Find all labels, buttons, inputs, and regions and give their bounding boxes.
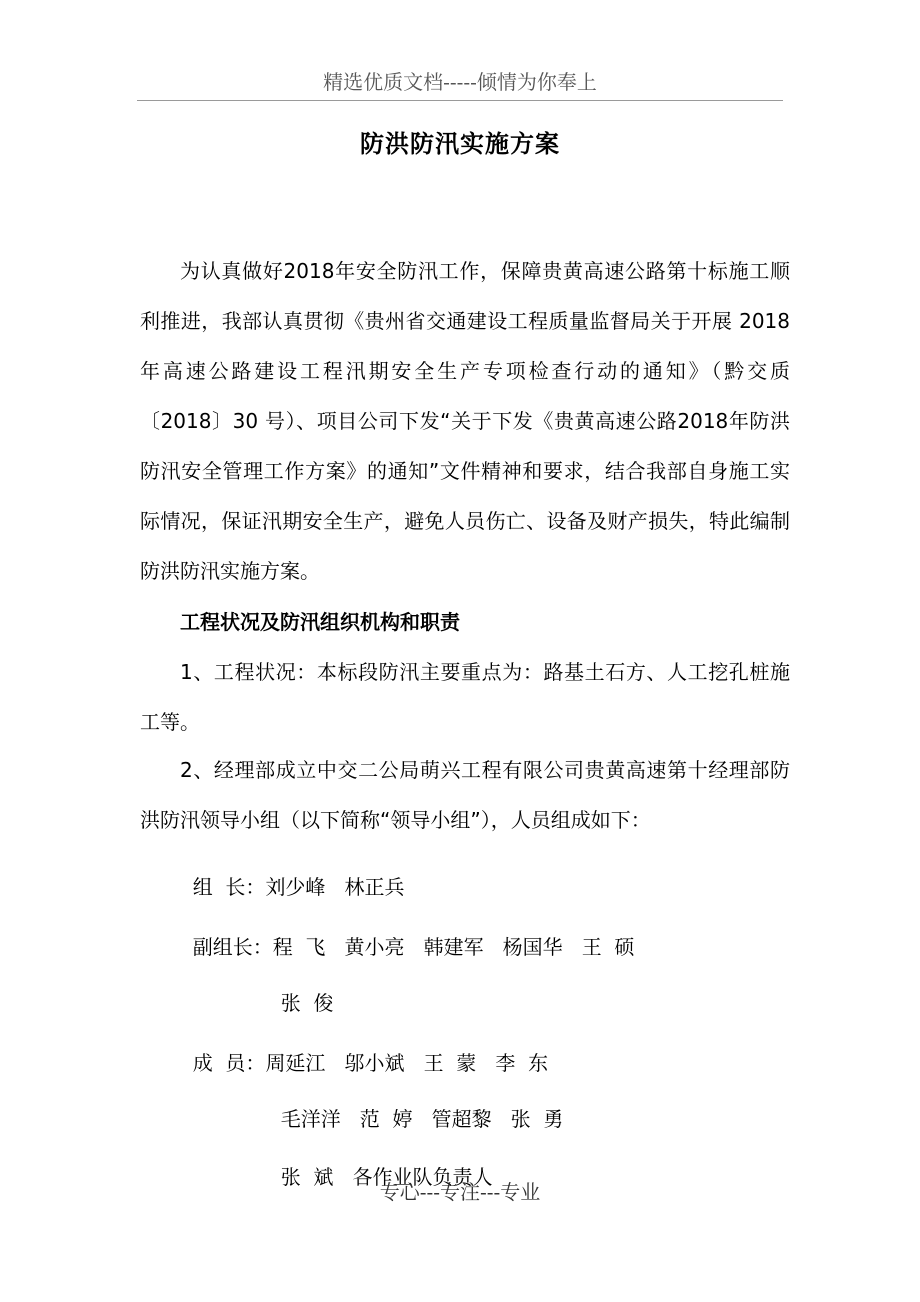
deputy-label: 副组长：	[192, 935, 273, 959]
leader-label: 组 长：	[192, 875, 266, 899]
section-heading: 工程状况及防汛组织机构和职责	[180, 610, 460, 634]
deputy-names-continued: 张 俊	[280, 991, 334, 1015]
deputy-names: 程 飞 黄小亮 韩建军 杨国华 王 硕	[272, 935, 635, 959]
page-header: 精选优质文档-----倾情为你奉上	[323, 70, 597, 94]
item-project-status: 1、工程状况：本标段防汛主要重点为：路基土石方、人工挖孔桩施工等。	[140, 660, 790, 734]
roster-row-deputy	[180, 902, 634, 962]
members-names-continued-2: 张 斌 各作业队负责人	[280, 1165, 493, 1189]
intro-paragraph: 为认真做好2018年安全防汛工作，保障贵黄高速公路第十标施工顺利推进，我部认真贯彻《贵州省交通建设工程质量监督局关于开展 2018 年高速公路建设工程汛期安全生产专项检查行动的通知》（黔交质〔2018〕30 号）、项目公司下发“关于下发《贵黄高速公路2018年防洪防汛安全管理工作方案》的通知”文件精神和要求，结合我部自身施工实际情况，保证汛期安全生产，避免人员伤亡、设备及财产损失，特此编制防洪防汛实施方案。	[140, 259, 790, 583]
members-names-continued-1: 毛洋洋 范 婷 管超黎 张 勇	[280, 1107, 564, 1131]
roster-row-deputy-continued	[268, 958, 333, 1018]
page-footer: 专心---专注---专业	[379, 1180, 541, 1204]
header-divider	[137, 100, 783, 101]
roster-row-members-continued-1	[268, 1074, 563, 1134]
members-names: 周延江 邬小斌 王 蒙 李 东	[265, 1051, 549, 1075]
roster-row-members	[180, 1018, 548, 1078]
document-title: 防洪防汛实施方案	[360, 130, 560, 158]
members-label: 成 员：	[192, 1051, 266, 1075]
leader-names: 刘少峰 林正兵	[265, 875, 405, 899]
item-leadership-group: 2、经理部成立中交二公局萌兴工程有限公司贵黄高速第十经理部防洪防汛领导小组（以下简称“领导小组”），人员组成如下：	[140, 758, 790, 832]
roster-row-leader	[180, 842, 405, 902]
